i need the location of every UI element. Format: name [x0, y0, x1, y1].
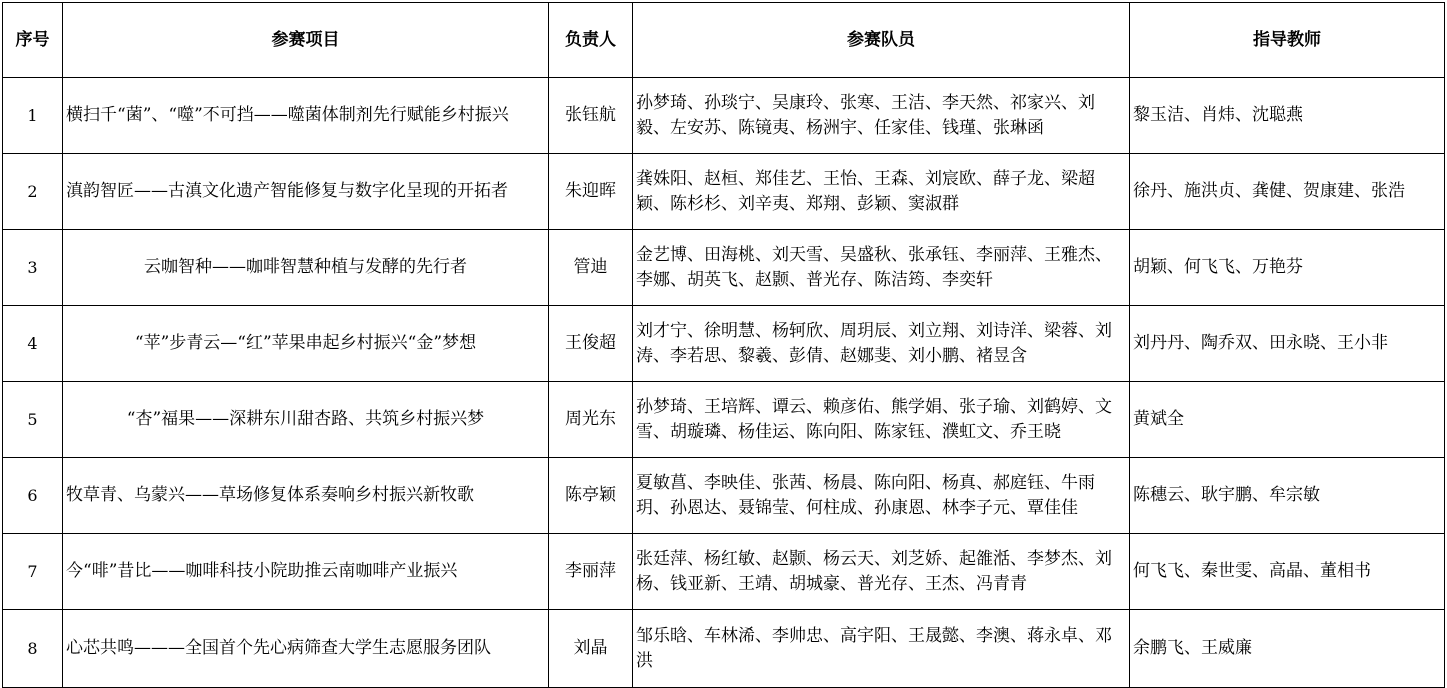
row-teachers: 余鹏飞、王威廉 [1130, 610, 1445, 688]
row-leader: 王俊超 [549, 306, 633, 382]
row-leader: 张钰航 [549, 78, 633, 154]
row-leader: 刘晶 [549, 610, 633, 688]
row-members: 龚姝阳、赵桓、郑佳艺、王怡、王森、刘宸欧、薛子龙、梁超颖、陈杉杉、刘辛夷、郑翔、彭颖、窦淑群 [633, 154, 1130, 230]
row-leader: 陈亭颖 [549, 458, 633, 534]
row-index: 2 [3, 154, 63, 230]
header-project: 参赛项目 [63, 3, 549, 78]
row-members: 邹乐晗、车林浠、李帅忠、高宇阳、王晟懿、李澳、蒋永卓、邓洪 [633, 610, 1130, 688]
row-leader: 李丽萍 [549, 534, 633, 610]
table-row [3, 382, 1445, 458]
row-members: 金艺博、田海桃、刘天雪、吴盛秋、张承钰、李丽萍、王雅杰、李娜、胡英飞、赵颢、普光存、陈洁筠、李奕轩 [633, 230, 1130, 306]
row-members: 夏敏菖、李映佳、张茜、杨晨、陈向阳、杨真、郝庭钰、牛雨玥、孙恩达、聂锦莹、何柱成、孙康恩、林李子元、覃佳佳 [633, 458, 1130, 534]
header-teachers: 指导教师 [1130, 3, 1445, 78]
row-index: 6 [3, 458, 63, 534]
row-project: 今“啡”昔比——咖啡科技小院助推云南咖啡产业振兴 [63, 534, 549, 610]
table-row [3, 78, 1445, 154]
row-teachers: 黎玉洁、肖炜、沈聪燕 [1130, 78, 1445, 154]
row-index: 7 [3, 534, 63, 610]
table-row [3, 230, 1445, 306]
row-index: 4 [3, 306, 63, 382]
row-members: 孙梦琦、孙琰宁、吴康玲、张寒、王洁、李天然、祁家兴、刘毅、左安苏、陈镜夷、杨洲宇、任家佳、钱瑾、张琳函 [633, 78, 1130, 154]
header-members: 参赛队员 [633, 3, 1130, 78]
row-members: 孙梦琦、王培辉、谭云、赖彦佑、熊学娟、张子瑜、刘鹤婷、文雪、胡璇璘、杨佳运、陈向阳、陈家钰、濮虹文、乔王晓 [633, 382, 1130, 458]
row-teachers: 黄斌全 [1130, 382, 1445, 458]
row-project: 云咖智种——咖啡智慧种植与发酵的先行者 [63, 230, 549, 306]
table-row [3, 458, 1445, 534]
row-teachers: 胡颖、何飞飞、万艳芬 [1130, 230, 1445, 306]
row-index: 8 [3, 610, 63, 688]
row-teachers: 刘丹丹、陶乔双、田永晓、王小非 [1130, 306, 1445, 382]
row-members: 刘才宁、徐明慧、杨轲欣、周玥辰、刘立翔、刘诗洋、梁蓉、刘涛、李若思、黎羲、彭倩、赵娜斐、刘小鹏、褚昱含 [633, 306, 1130, 382]
row-leader: 朱迎晖 [549, 154, 633, 230]
row-leader: 管迪 [549, 230, 633, 306]
row-leader: 周光东 [549, 382, 633, 458]
table-row [3, 610, 1445, 688]
row-index: 3 [3, 230, 63, 306]
row-members: 张廷萍、杨红敏、赵颢、杨云天、刘芝娇、起雒湉、李梦杰、刘杨、钱亚新、王靖、胡城豪、普光存、王杰、冯青青 [633, 534, 1130, 610]
row-project: 心芯共鸣———全国首个先心病筛查大学生志愿服务团队 [63, 610, 549, 688]
table-row [3, 154, 1445, 230]
row-project: 牧草青、乌蒙兴——草场修复体系奏响乡村振兴新牧歌 [63, 458, 549, 534]
row-project: “苹”步青云—“红”苹果串起乡村振兴“金”梦想 [63, 306, 549, 382]
header-row [3, 3, 1445, 78]
award-table [2, 2, 1445, 688]
table-row [3, 534, 1445, 610]
row-project: 横扫千“菌”、“噬”不可挡——噬菌体制剂先行赋能乡村振兴 [63, 78, 549, 154]
header-index: 序号 [3, 3, 63, 78]
row-index: 1 [3, 78, 63, 154]
header-leader: 负责人 [549, 3, 633, 78]
row-index: 5 [3, 382, 63, 458]
table-row [3, 306, 1445, 382]
row-project: “杏”福果——深耕东川甜杏路、共筑乡村振兴梦 [63, 382, 549, 458]
row-teachers: 陈穗云、耿宇鹏、牟宗敏 [1130, 458, 1445, 534]
row-teachers: 何飞飞、秦世雯、高晶、董相书 [1130, 534, 1445, 610]
row-project: 滇韵智匠——古滇文化遗产智能修复与数字化呈现的开拓者 [63, 154, 549, 230]
row-teachers: 徐丹、施洪贞、龚健、贺康建、张浩 [1130, 154, 1445, 230]
